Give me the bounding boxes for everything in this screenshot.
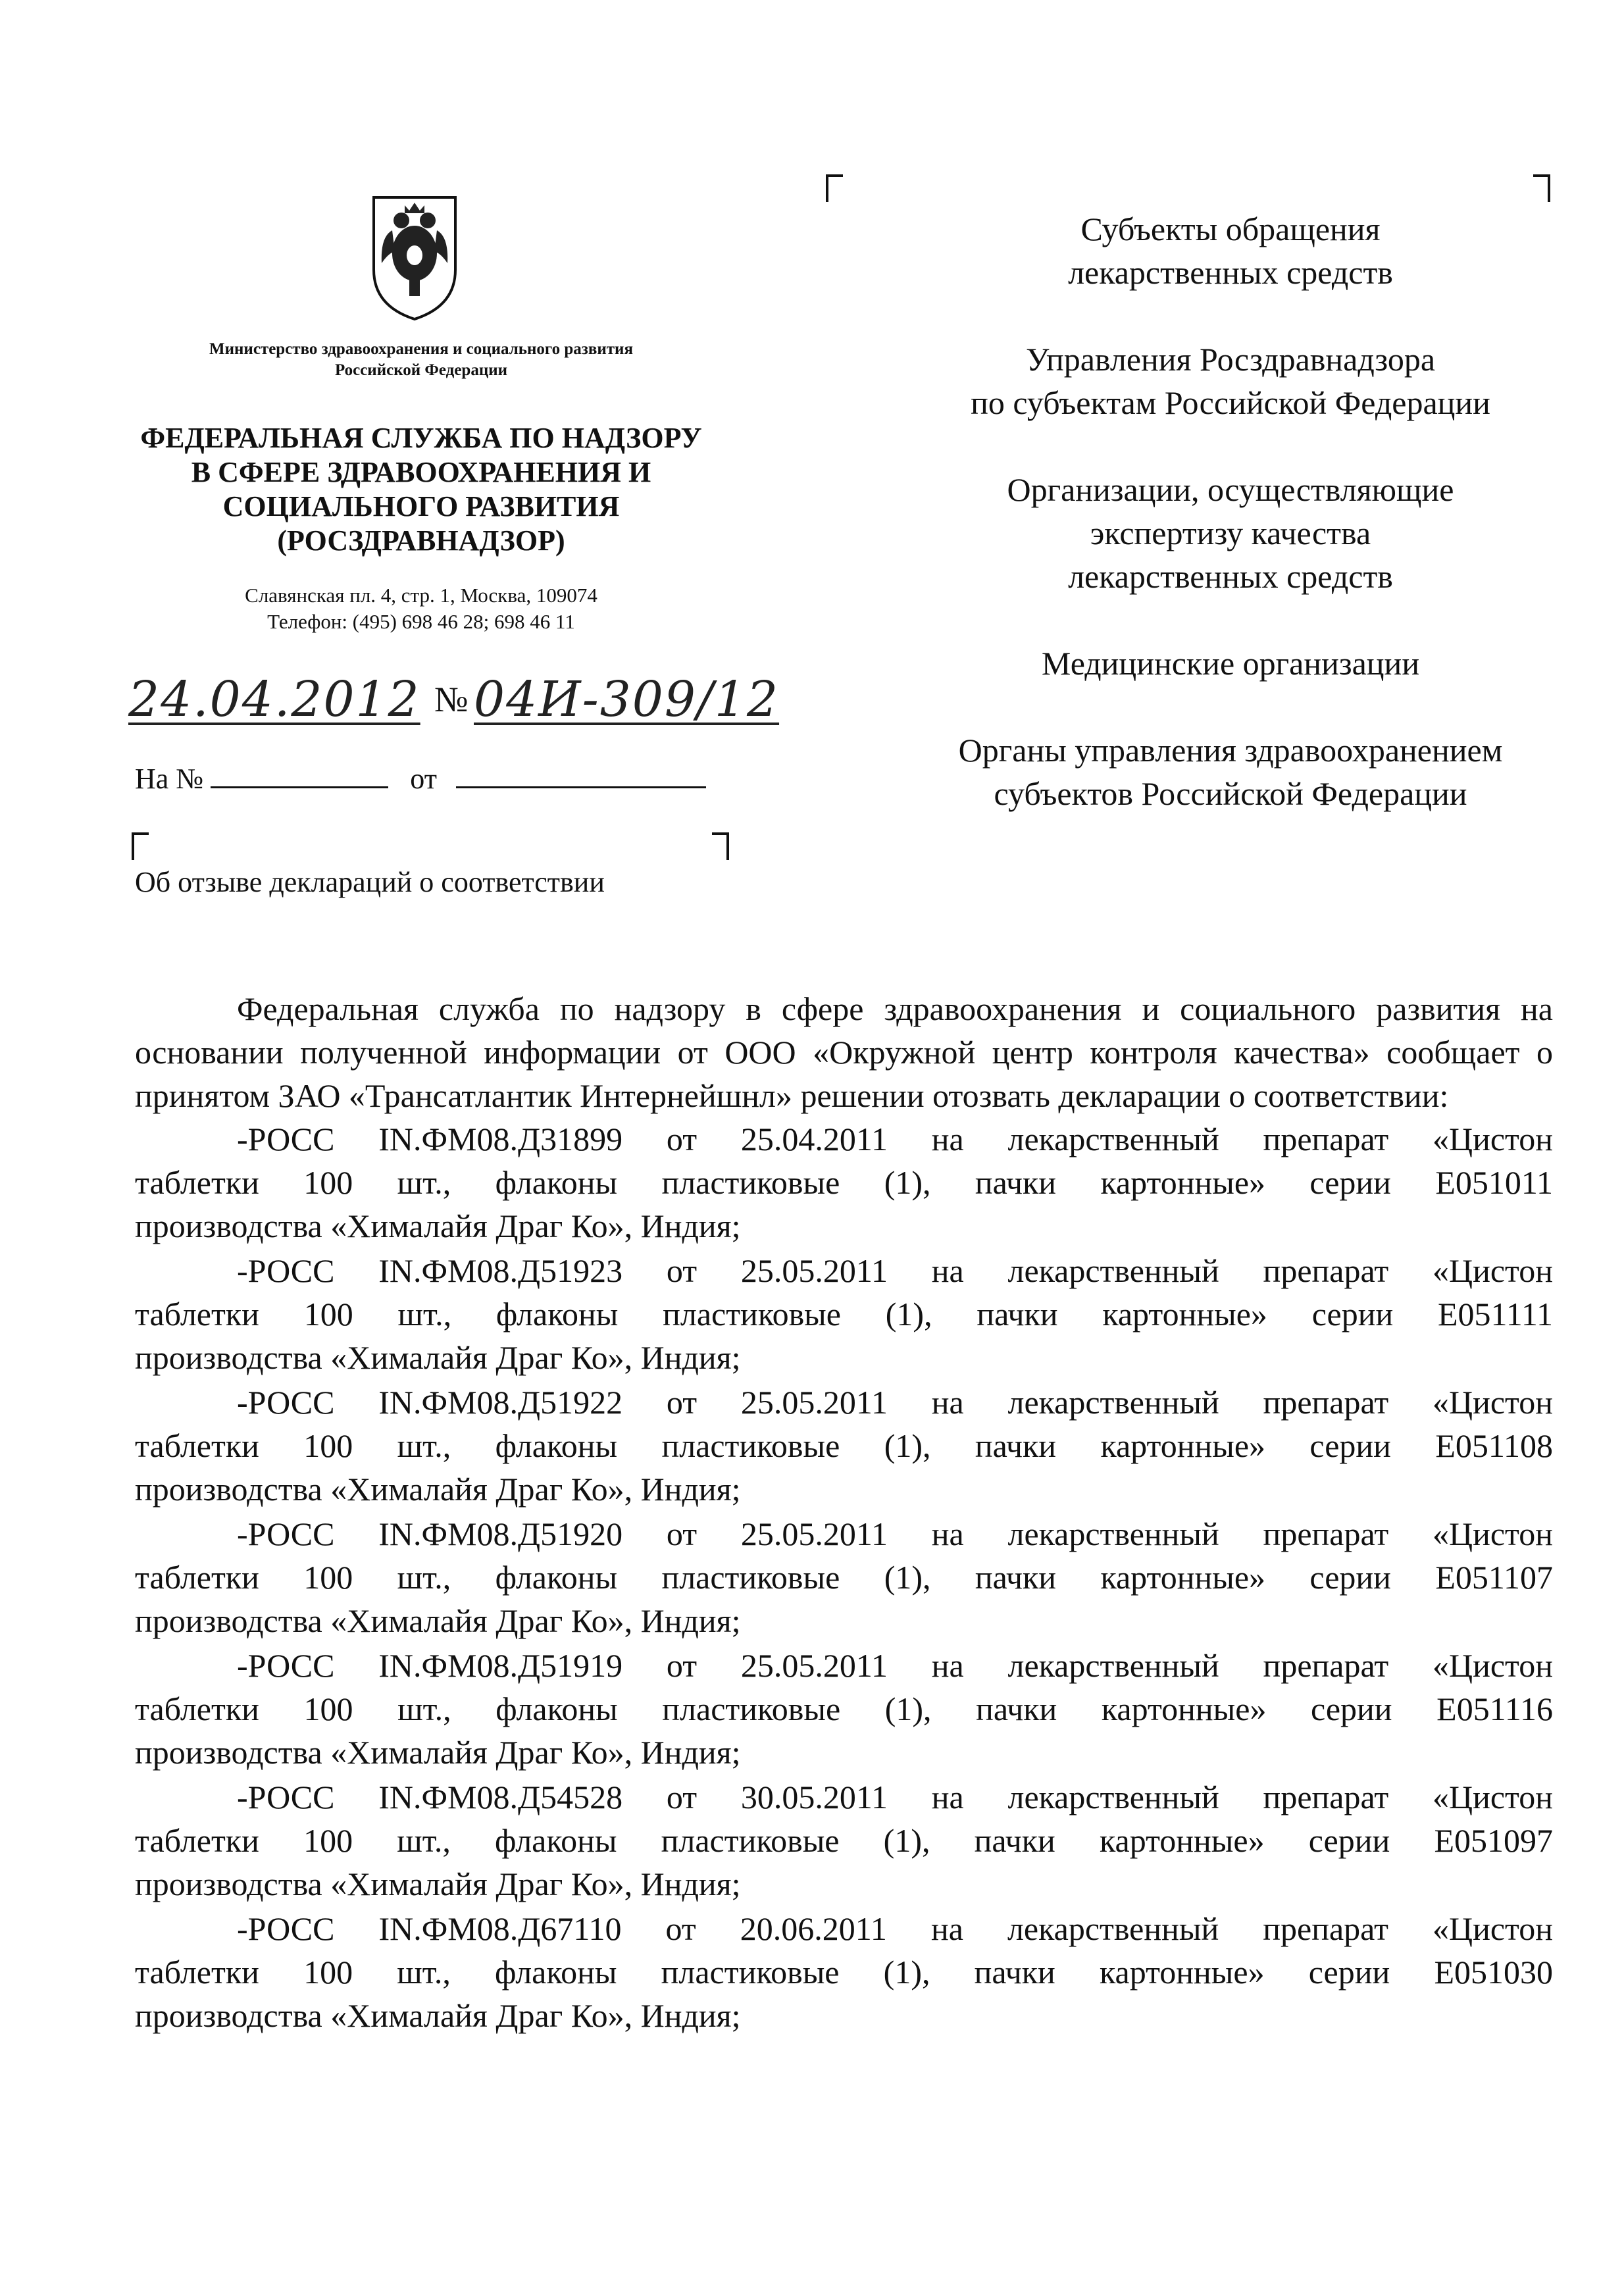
recipient-line: лекарственных средств (1068, 254, 1393, 291)
declaration-line: -РОСС IN.ФМ08.Д54528 от 30.05.2011 на лекарственный препарат «Цистон (237, 1779, 1553, 1815)
declaration-line: -РОСС IN.ФМ08.Д51920 от 25.05.2011 на лекарственный препарат «Цистон (237, 1515, 1553, 1552)
declaration-item (135, 1775, 1553, 1906)
subject-bracket-right (712, 832, 729, 860)
reference-line (135, 762, 706, 796)
recipient-line: лекарственных средств (1068, 558, 1393, 595)
declaration-line: таблетки 100 шт., флаконы пластиковые (1), пачки картонные» серии Е051111 (135, 1296, 1553, 1332)
recipient-line: Субъекты обращения (1080, 211, 1381, 247)
recipient-line: Управления Росздравнадзора (1025, 341, 1436, 378)
phone: Телефон: (495) 698 46 28; 698 46 11 (267, 610, 575, 633)
recipient-line: Медицинские организации (1041, 645, 1420, 682)
service-name-line: В СФЕРЕ ЗДРАВООХРАНЕНИЯ И (191, 456, 651, 488)
declaration-line: -РОСС IN.ФМ08.Д31899 от 25.04.2011 на лекарственный препарат «Цистон (237, 1121, 1553, 1157)
declaration-line: производства «Хималайя Драг Ко», Индия; (135, 1602, 741, 1639)
addressee-bracket-left (826, 174, 843, 202)
recipient-line: по субъектам Российской Федерации (971, 384, 1490, 421)
addressee-bracket-right (1533, 174, 1550, 202)
letter-body (135, 987, 1553, 2039)
declaration-line: -РОСС IN.ФМ08.Д51923 от 25.05.2011 на лекарственный препарат «Цистон (237, 1252, 1553, 1289)
recipient-line: экспертизу качества (1090, 515, 1371, 551)
subject-bracket-left (132, 832, 149, 860)
service-name-line: (РОСЗДРАВНАДЗОР) (277, 524, 565, 557)
reference-number-blank (211, 780, 388, 788)
address-block (165, 582, 678, 635)
recipient-line: Органы управления здравоохранением (958, 732, 1503, 769)
declaration-item (135, 1644, 1553, 1774)
declaration-line: производства «Хималайя Драг Ко», Индия; (135, 1339, 741, 1376)
declaration-item (135, 1907, 1553, 2037)
ministry-name: Министерство здравоохранения и социального развития Российской Федерации (209, 340, 633, 379)
declaration-line: таблетки 100 шт., флаконы пластиковые (1), пачки картонные» серии Е051107 (135, 1559, 1553, 1596)
declaration-line: таблетки 100 шт., флаконы пластиковые (1), пачки картонные» серии Е051097 (135, 1822, 1553, 1859)
declaration-line: таблетки 100 шт., флаконы пластиковые (1), пачки картонные» серии Е051011 (135, 1164, 1553, 1201)
coat-of-arms-emblem (368, 191, 461, 322)
recipient-group (901, 642, 1560, 685)
service-name (99, 421, 744, 558)
reference-prefix: На № (135, 763, 204, 795)
declaration-line: производства «Хималайя Драг Ко», Индия; (135, 1207, 741, 1244)
declaration-line: производства «Хималайя Драг Ко», Индия; (135, 1734, 741, 1771)
reference-date-blank (456, 780, 706, 788)
number-sign: № (434, 680, 469, 719)
service-name-line: СОЦИАЛЬНОГО РАЗВИТИЯ (222, 490, 620, 522)
handwritten-date: 24.04.2012 (128, 671, 420, 728)
declaration-item (135, 1512, 1553, 1642)
reference-from: от (410, 763, 437, 795)
declaration-line: -РОСС IN.ФМ08.Д51919 от 25.05.2011 на лекарственный препарат «Цистон (237, 1647, 1553, 1684)
declaration-line: таблетки 100 шт., флаконы пластиковые (1), пачки картонные» серии Е051116 (135, 1690, 1553, 1727)
declaration-line: таблетки 100 шт., флаконы пластиковые (1), пачки картонные» серии Е051108 (135, 1427, 1553, 1464)
declaration-line: таблетки 100 шт., флаконы пластиковые (1), пачки картонные» серии Е051030 (135, 1954, 1553, 1991)
recipient-group (901, 207, 1560, 294)
intro-paragraph: Федеральная служба по надзору в сфере здравоохранения и социального развития на основании полученной информации от ООО «Окружной центр контроля качества» сообщает о принятом ЗАО «Трансатлантик Интернейшнл» решении отозвать декларации о соответствии: (135, 990, 1553, 1114)
recipient-group (901, 468, 1560, 598)
handwritten-outgoing-number: 04И-309/12 (474, 671, 780, 728)
declaration-line: -РОСС IN.ФМ08.Д51922 от 25.05.2011 на лекарственный препарат «Цистон (237, 1384, 1553, 1421)
recipient-group (901, 338, 1560, 424)
declaration-item (135, 1381, 1553, 1511)
declaration-item (135, 1117, 1553, 1248)
recipient-line: Организации, осуществляющие (1007, 471, 1454, 508)
address: Славянская пл. 4, стр. 1, Москва, 109074 (245, 584, 597, 607)
declaration-line: производства «Хималайя Драг Ко», Индия; (135, 1997, 741, 2034)
subject-line: Об отзыве деклараций о соответствии (135, 866, 605, 898)
recipients-block (901, 207, 1560, 815)
recipient-group (901, 728, 1560, 815)
recipient-line: субъектов Российской Федерации (994, 775, 1467, 812)
declaration-line: -РОСС IN.ФМ08.Д67110 от 20.06.2011 на лекарственный препарат «Цистон (237, 1910, 1553, 1947)
service-name-line: ФЕДЕРАЛЬНАЯ СЛУЖБА ПО НАДЗОРУ (140, 422, 702, 454)
declaration-item (135, 1249, 1553, 1379)
declaration-line: производства «Хималайя Драг Ко», Индия; (135, 1865, 741, 1902)
declaration-line: производства «Хималайя Драг Ко», Индия; (135, 1471, 741, 1508)
